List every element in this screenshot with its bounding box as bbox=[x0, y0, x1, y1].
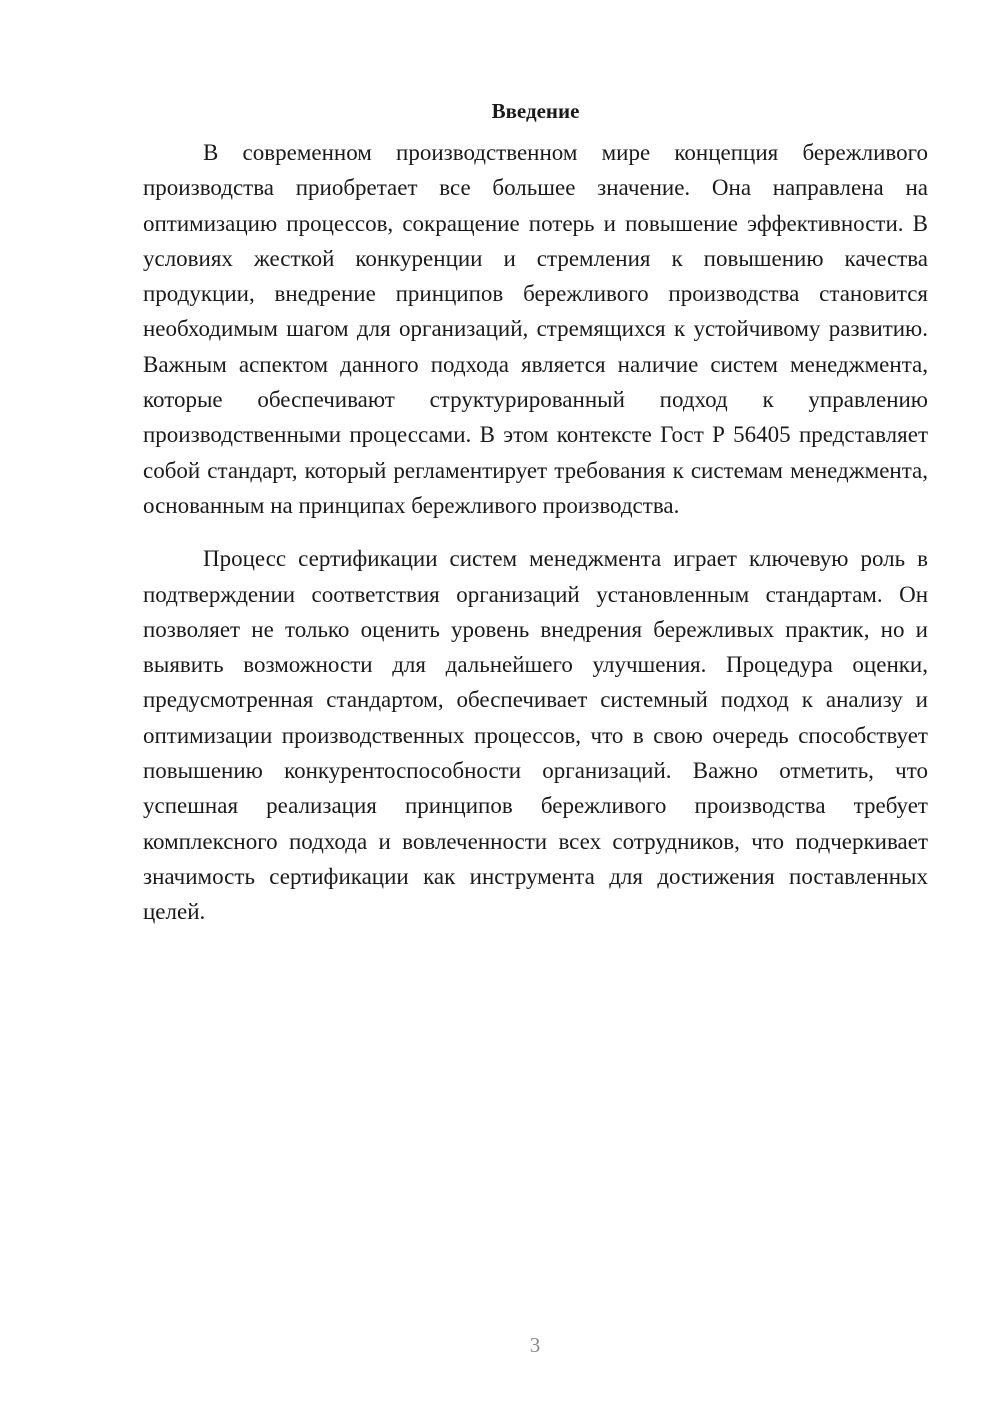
page-content bbox=[143, 94, 928, 930]
paragraph-certification: Процесс сертификации систем менеджмента играет ключевую роль в подтверждении соответствия организаций установленным стандартам. Он позволяет не только оценить уровень внедрения бережливых практик, но и выявить возможности для дальнейшего улучшения. Процедура оценки, предусмотренная стандартом, обеспечивает системный подход к анализу и оптимизации производственных процессов, что в свою очередь способствует повышению конкурентоспособности организаций. Важно отметить, что успешная реализация принципов бережливого производства требует комплексного подхода и вовлеченности всех сотрудников, что подчеркивает значимость сертификации как инструмента для достижения поставленных целей. bbox=[143, 546, 928, 925]
section-heading: Введение bbox=[491, 99, 580, 123]
page-number: 3 bbox=[529, 1333, 541, 1357]
paragraph-intro: В современном производственном мире концепция бережливого производства приобретает все большее значение. Она направлена на оптимизацию процессов, сокращение потерь и повышение эффективности. В условиях жесткой конкуренции и стремления к повышению качества продукции, внедрение принципов бережливого производства становится необходимым шагом для организаций, стремящихся к устойчивому развитию. Важным аспектом данного подхода является наличие систем менеджмента, которые обеспечивают структурированный подход к управлению производственными процессами. В этом контексте Гост Р 56405 представляет собой стандарт, который регламентирует требования к системам менеджмента, основанным на принципах бережливого производства. bbox=[143, 140, 928, 518]
